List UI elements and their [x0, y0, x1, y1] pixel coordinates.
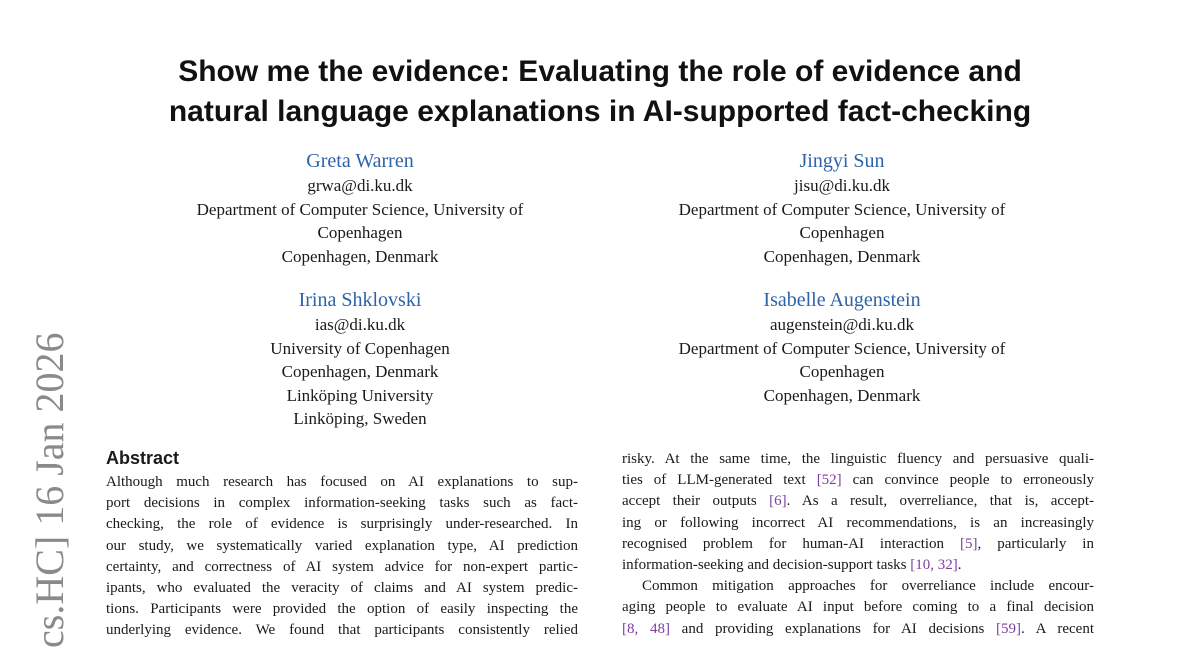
author-block	[150, 148, 570, 268]
arxiv-sidebar-stamp: cs.HC] 16 Jan 2026	[27, 332, 72, 648]
abstract-line: tions. Participants were provided the option of easily inspecting the	[106, 601, 578, 618]
body-line	[622, 555, 1094, 576]
body-text: ties of LLM-generated text	[622, 472, 817, 489]
body-text: can convince people to erroneously	[841, 472, 1094, 489]
body-text: information-seeking and decision-support tasks	[622, 557, 911, 574]
author-name[interactable]: Isabelle Augenstein	[763, 289, 921, 311]
author-name[interactable]: Irina Shklovski	[298, 289, 422, 311]
author-affiliation: Department of Computer Science, University of	[196, 199, 524, 219]
author-name[interactable]: Greta Warren	[306, 150, 414, 172]
abstract-heading: Abstract	[106, 448, 180, 468]
abstract-line: certainty, and correctness of AI system advice for non-expert partic-	[106, 558, 578, 575]
body-line	[622, 576, 1094, 597]
body-line	[622, 513, 1094, 534]
citation-link[interactable]: [52]	[816, 472, 842, 489]
author-affiliation: Department of Computer Science, University of	[678, 338, 1006, 358]
body-text: . As a result, overreliance, that is, accept-	[786, 493, 1094, 510]
author-affiliation: Copenhagen	[799, 362, 885, 381]
abstract-line: Although much research has focused on AI explanations to sup-	[106, 474, 578, 490]
abstract-line: port decisions in complex information-seeking tasks such as fact-	[106, 495, 578, 512]
body-line	[622, 619, 1094, 640]
body-line	[622, 534, 1094, 555]
abstract-line: underlying evidence. We found that participants consistently relied	[106, 622, 578, 639]
title-line-1: Show me the evidence: Evaluating the role of evidence and	[178, 55, 1022, 88]
body-line	[622, 597, 1094, 618]
author-affiliation: Linköping, Sweden	[293, 409, 427, 428]
author-email: ias@di.ku.dk	[314, 315, 406, 334]
citation-link[interactable]: [5]	[960, 535, 978, 552]
author-affiliation: University of Copenhagen	[270, 338, 450, 358]
author-block	[632, 148, 1052, 268]
body-text: accept their outputs	[622, 493, 770, 510]
author-affiliation: Copenhagen, Denmark	[763, 385, 921, 405]
body-text: .	[957, 557, 962, 574]
body-text: , particularly in	[977, 535, 1094, 552]
body-text: and providing explanations for AI decisions	[669, 620, 997, 637]
citation-link[interactable]: [6]	[769, 493, 787, 510]
author-block	[632, 287, 1052, 407]
abstract-line: our study, we systematically varied explanation type, AI prediction	[106, 537, 578, 554]
paper-title	[80, 52, 1120, 132]
author-affiliation: Copenhagen, Denmark	[281, 246, 439, 266]
body-line	[622, 491, 1094, 512]
body-right-column	[622, 449, 1094, 640]
body-text: aging people to evaluate AI input before coming to a final decision	[622, 599, 1094, 616]
body-text: risky. At the same time, the linguistic fluency and persuasive quali-	[622, 451, 1094, 467]
body-text: recognised problem for human-AI interaction	[622, 535, 961, 552]
citation-link[interactable]: [10, 32]	[910, 557, 958, 574]
author-email: jisu@di.ku.dk	[794, 176, 890, 195]
citation-link[interactable]: [8, 48]	[622, 620, 670, 637]
citation-link[interactable]: [59]	[996, 620, 1022, 637]
author-affiliation: Copenhagen, Denmark	[281, 362, 439, 381]
author-affiliation: Copenhagen	[317, 223, 403, 242]
author-affiliation: Copenhagen	[799, 223, 885, 242]
body-text: ing or following incorrect AI recommendations, is an increasingly	[622, 514, 1094, 531]
abstract-line: ipants, who evaluated the veracity of claims and AI system predic-	[106, 580, 578, 597]
body-text: Common mitigation approaches for overreliance include encour-	[642, 578, 1094, 595]
body-line	[622, 449, 1094, 470]
abstract-section	[106, 446, 578, 642]
body-text: . A recent	[1021, 620, 1094, 637]
author-affiliation: Copenhagen, Denmark	[763, 246, 921, 266]
author-block	[150, 287, 570, 431]
author-email: augenstein@di.ku.dk	[769, 315, 915, 334]
author-name[interactable]: Jingyi Sun	[799, 150, 885, 172]
author-email: grwa@di.ku.dk	[307, 176, 413, 195]
abstract-line: checking, the role of evidence is surprisingly under-researched. In	[106, 516, 578, 533]
author-affiliation: Department of Computer Science, University of	[678, 199, 1006, 219]
title-line-2: natural language explanations in AI-supported fact-checking	[168, 95, 1032, 128]
author-affiliation: Linköping University	[286, 385, 434, 405]
body-line	[622, 470, 1094, 491]
